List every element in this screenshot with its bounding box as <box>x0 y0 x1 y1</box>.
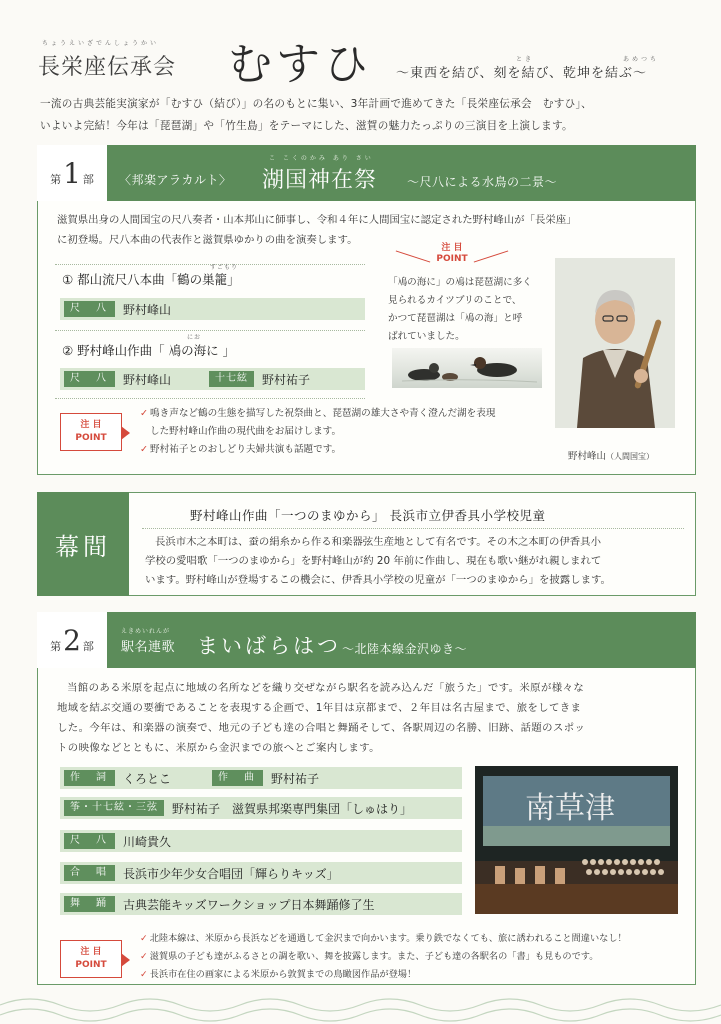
page-subtitle: ～東西を結び、刻を結び、乾坤を結ぶ～ <box>396 66 647 81</box>
role-label: 筝・十七絃・三弦 <box>64 800 164 816</box>
note-line: 見られるカイツブリのことで、 <box>388 295 522 306</box>
grebe-photo <box>392 348 542 388</box>
point-badge <box>60 940 122 978</box>
check-icon: ✓ <box>140 951 148 962</box>
check-icon: ✓ <box>140 408 149 419</box>
part-number: 1 <box>63 157 81 190</box>
part2-genre-ruby: えきめいれんが <box>121 628 171 635</box>
note-text: 野村祐子とのおしどり夫婦共演も話題です。 <box>150 444 342 455</box>
note-text: 長浜市在住の画家による米原から敦賀までの鳥瞰図作品が登場！ <box>149 969 417 980</box>
part1-title-ruby: こ こくのかみ あり さい <box>269 155 374 162</box>
part2-genre: 駅名連歌 <box>121 640 176 655</box>
part-number: 2 <box>63 624 81 657</box>
bird-note <box>388 274 558 346</box>
intro-line: いよいよ完結！今年は「琵琶湖」や「竹生島」をテーマにした、滋賀の魅力たっぷりの三演目を上演します。 <box>40 120 573 132</box>
role-label: 尺 八 <box>64 301 115 317</box>
piece2-credit <box>60 368 365 390</box>
credit-dance <box>60 893 462 915</box>
part2-notes <box>140 930 688 984</box>
series-ruby: ちょうえいざでんしょうかい <box>42 40 160 47</box>
note-line: ばれていました。 <box>388 331 465 342</box>
credit-chorus <box>60 862 462 884</box>
interlude-title: 野村峰山作曲「一つのまゆから」 長浜市立伊香具小学校児童 <box>190 508 546 523</box>
credit-name: 野村祐子 <box>271 771 320 786</box>
credit-name: 古典芸能キッズワークショップ日本舞踊修了生 <box>123 897 375 912</box>
part1-genre: 〈邦楽アラカルト〉 <box>119 173 232 187</box>
note-line: 「鳰の海に」の鳰は琵琶湖に多く <box>388 277 532 288</box>
part1-header-band <box>37 145 696 201</box>
performer-photo <box>555 258 675 428</box>
desc-line: 地域を結ぶ交通の要衝であることを表現する企画で、1年目は京都まで、２年目は名古屋まで、旅をしてきま <box>57 702 582 714</box>
role-label: 尺 八 <box>64 371 115 387</box>
part1-notes <box>140 405 540 459</box>
check-icon: ✓ <box>140 933 148 944</box>
credit-lyrics-music <box>60 767 462 789</box>
page-header <box>38 22 708 92</box>
part-suffix: 部 <box>82 640 94 653</box>
desc-line: 長浜市木之本町は、蚕の絹糸から作る和楽器弦生産地として有名です。その木之本町の伊香具小 <box>155 536 601 548</box>
check-icon: ✓ <box>140 444 149 455</box>
part2-subtitle: ～北陸本線金沢ゆき～ <box>342 642 468 656</box>
intro-line: 一流の古典芸能実演家が「むすひ（結び）」の名のもとに集い、3年計画で進めてきた「長栄座伝承会 むすひ」、 <box>40 98 593 110</box>
desc-line: トの映像などとともに、米原から金沢までの旅へとご案内します。 <box>57 742 380 754</box>
point-mini-badge <box>432 243 472 265</box>
series-name: 長栄座伝承会 <box>38 55 177 80</box>
credit-koto <box>60 797 462 819</box>
part-prefix: 第 <box>50 640 62 653</box>
part2-header-band <box>37 612 696 668</box>
performer-caption <box>568 448 654 462</box>
desc-line: した。今年は、和楽器の演奏で、地元の子ども達の合唱と舞踊そして、各駅周辺の名勝、旧跡、話題のスポッ <box>57 722 586 734</box>
point-label: POINT <box>75 960 107 970</box>
part-prefix: 第 <box>50 173 62 186</box>
part-suffix: 部 <box>82 173 94 186</box>
role-label: 尺 八 <box>64 833 115 849</box>
point-label: 注 目 <box>80 947 102 957</box>
intro-text <box>40 93 700 137</box>
point-label: POINT <box>436 254 468 264</box>
credit-name: 野村祐子 滋賀県邦楽専門集団「しゅはり」 <box>172 801 413 816</box>
credit-shakuhachi <box>60 830 462 852</box>
divider <box>142 528 684 529</box>
note-line: かつて琵琶湖は「鳰の海」と呼 <box>388 313 523 324</box>
point-label: 注 目 <box>80 420 102 430</box>
piece2-ruby: にお <box>187 334 202 341</box>
note-text: 鳴き声など鶴の生態を描写した祝祭曲と、琵琶湖の雄大さや青く澄んだ湖を表現 <box>150 408 496 419</box>
credit-name: 川崎貴久 <box>123 834 172 849</box>
ruby-toki: とき <box>516 56 535 63</box>
desc-line: 学校の愛唱歌「一つのまゆから」を野村峰山が約 20 年前に作曲し、現在も歌い継がれ親しまれて <box>145 555 602 567</box>
part2-title: まいばらはつ <box>197 634 341 658</box>
piece1-ruby: すごもり <box>210 264 239 271</box>
interlude-description <box>145 533 690 590</box>
role-label: 合 唱 <box>64 865 115 881</box>
role-label: 舞 踊 <box>64 896 115 912</box>
performer-name: 野村祐子 <box>262 372 311 387</box>
performer-name: 野村峰山 <box>123 372 172 387</box>
page-title: むすひ <box>228 39 372 90</box>
desc-line: 滋賀県出身の人間国宝の尺八奏者・山本邦山に師事し、令和４年に人間国宝に認定された野村峰山が「長栄座」 <box>57 214 577 226</box>
part2-number-tag <box>37 612 107 668</box>
part1-title: 湖国神在祭 <box>262 168 378 193</box>
divider <box>55 398 365 399</box>
point-badge <box>60 413 122 451</box>
credit-name: くろとこ <box>123 771 172 786</box>
point-label: 注 目 <box>441 243 463 253</box>
performer-name: 野村峰山 <box>123 302 172 317</box>
check-icon: ✓ <box>140 969 148 980</box>
credit-name: 長浜市少年少女合唱団「輝らりキッズ」 <box>123 866 339 881</box>
piece1-title: ① 都山流尺八本曲「鶴の巣籠」 <box>62 272 240 287</box>
desc-line: います。野村峰山が登場するこの機会に、伊香具小学校の児童が「一つのまゆから」を披露します。 <box>145 574 611 586</box>
note-text: 滋賀県の子ども達がふるさとの調を歌い、舞を披露します。また、子ども達の各駅名の「書」も見ものです。 <box>149 951 599 962</box>
role-label: 十七絃 <box>209 371 254 387</box>
role-label: 作 詞 <box>64 770 115 786</box>
part1-description <box>57 210 682 250</box>
ruby-kenkon: あめつち <box>623 56 660 63</box>
stage-photo <box>475 766 678 914</box>
interlude-label: 幕間 <box>37 492 129 596</box>
part1-number-tag <box>37 145 107 201</box>
desc-line: 当館のある米原を起点に地域の名所などを織り交ぜながら駅名を読み込んだ「旅うた」です。米原が様々な <box>67 682 585 694</box>
note-text: した野村峰山作曲の現代曲をお届けします。 <box>150 426 342 437</box>
caption-sub: （人間国宝） <box>606 452 655 461</box>
divider <box>55 330 365 331</box>
piece2-title: ② 野村峰山作曲「 鳰の海に 」 <box>62 343 236 358</box>
stage-sign: 南草津 <box>525 791 615 826</box>
note-text: 北陸本線は、米原から長浜などを通過して金沢まで向かいます。乗り鉄でなくても、旅に誘われること間違いなし！ <box>149 933 627 944</box>
wave-decoration <box>0 985 721 1024</box>
caption-name: 野村峰山 <box>568 451 607 462</box>
desc-line: に初登場。尺八本曲の代表作と滋賀県ゆかりの曲を演奏します。 <box>57 234 358 246</box>
part2-description <box>57 678 682 758</box>
role-label: 作 曲 <box>212 770 263 786</box>
point-label: POINT <box>75 433 107 443</box>
piece1-credit <box>60 298 365 320</box>
part1-subtitle: ～尺八による水鳥の二景～ <box>407 175 558 189</box>
